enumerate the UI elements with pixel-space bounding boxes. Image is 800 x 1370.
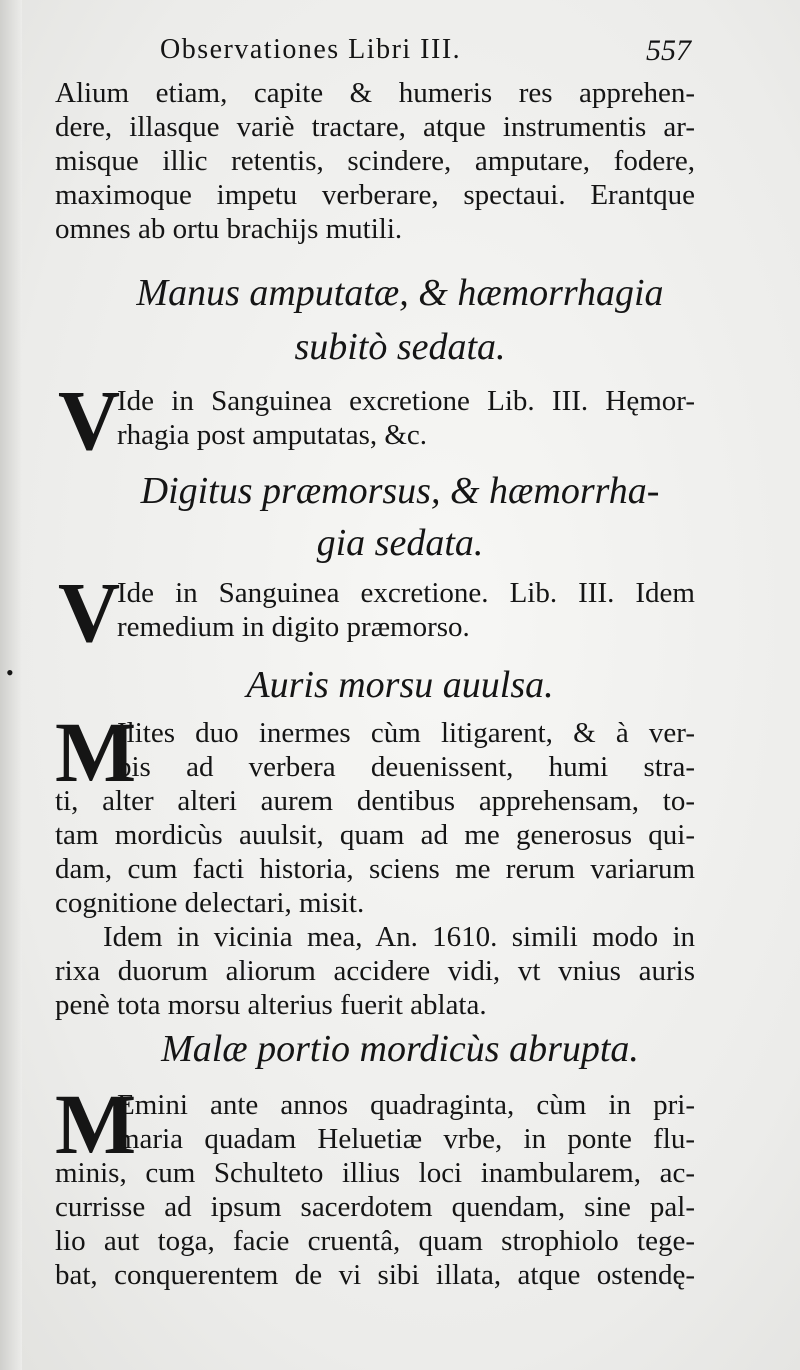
section-paragraph [55, 384, 695, 452]
text-line: bis ad verbera deuenissent, humi stra- [117, 751, 695, 783]
page-number: 557 [646, 34, 691, 67]
text-line: ti, alter alteri aurem dentibus apprehensam, to- [55, 785, 695, 817]
text-line: maximoque impetu verberare, spectaui. Erantque [55, 179, 695, 211]
text-line: penè tota morsu alterius fuerit ablata. [55, 989, 487, 1021]
section-heading: Auris morsu auulsa. [246, 664, 554, 706]
text-line: cognitione delectari, misit. [55, 887, 365, 919]
section-paragraph [55, 576, 695, 644]
margin-mark: • [6, 660, 14, 685]
section-heading: Manus amputatæ, & hæmorrhagia [136, 272, 664, 314]
drop-cap: V [58, 372, 121, 468]
section-heading: Digitus præmorsus, & hæmorrha- [140, 470, 660, 512]
text-line: bat, conquerentem de vi sibi illata, atque ostendę- [55, 1259, 695, 1291]
text-line: Emini ante annos quadraginta, cùm in pri- [117, 1089, 695, 1121]
section-paragraph [55, 716, 695, 1022]
text-line: Ide in Sanguinea excretione Lib. III. Hęmor- [117, 385, 695, 417]
text-line: rhagia post amputatas, &c. [117, 419, 428, 451]
section-heading: Malæ portio mordicùs abrupta. [161, 1028, 639, 1070]
running-header: Observationes Libri III. [160, 34, 462, 65]
section-heading: subitò sedata. [294, 326, 506, 368]
drop-cap: M [55, 1076, 137, 1172]
text-line: currisse ad ipsum sacerdotem quendam, sine pal- [55, 1191, 695, 1223]
text-line: maria quadam Heluetiæ vrbe, in ponte flu- [117, 1123, 695, 1155]
text-line: omnes ab ortu brachijs mutili. [55, 213, 403, 245]
drop-cap: M [55, 704, 137, 800]
text-line: Ide in Sanguinea excretione. Lib. III. Idem [117, 577, 695, 609]
text-line: Idem in vicinia mea, An. 1610. simili modo in [103, 921, 695, 953]
text-line: Alium etiam, capite & humeris res apprehen- [55, 77, 695, 109]
text-line: rixa duorum aliorum accidere vidi, vt vnius auris [55, 955, 695, 987]
section-heading: gia sedata. [316, 522, 484, 564]
text-line: minis, cum Schulteto illius loci inambularem, ac- [55, 1157, 695, 1189]
text-line: dere, illasque variè tractare, atque instrumentis ar- [55, 111, 695, 143]
text-line: remedium in digito præmorso. [117, 611, 470, 643]
text-line: lio aut toga, facie cruentâ, quam strophiolo tege- [55, 1225, 695, 1257]
text-line: dam, cum facti historia, sciens me rerum variarum [55, 853, 695, 885]
text-line: tam mordicùs auulsit, quam ad me generosus qui- [55, 819, 695, 851]
intro-paragraph [55, 76, 695, 246]
drop-cap: V [58, 564, 121, 660]
text-line: Ilites duo inermes cùm litigarent, & à ver- [117, 717, 695, 749]
section-paragraph [55, 1088, 695, 1292]
text-line: misque illic retentis, scindere, amputare, fodere, [55, 145, 695, 177]
